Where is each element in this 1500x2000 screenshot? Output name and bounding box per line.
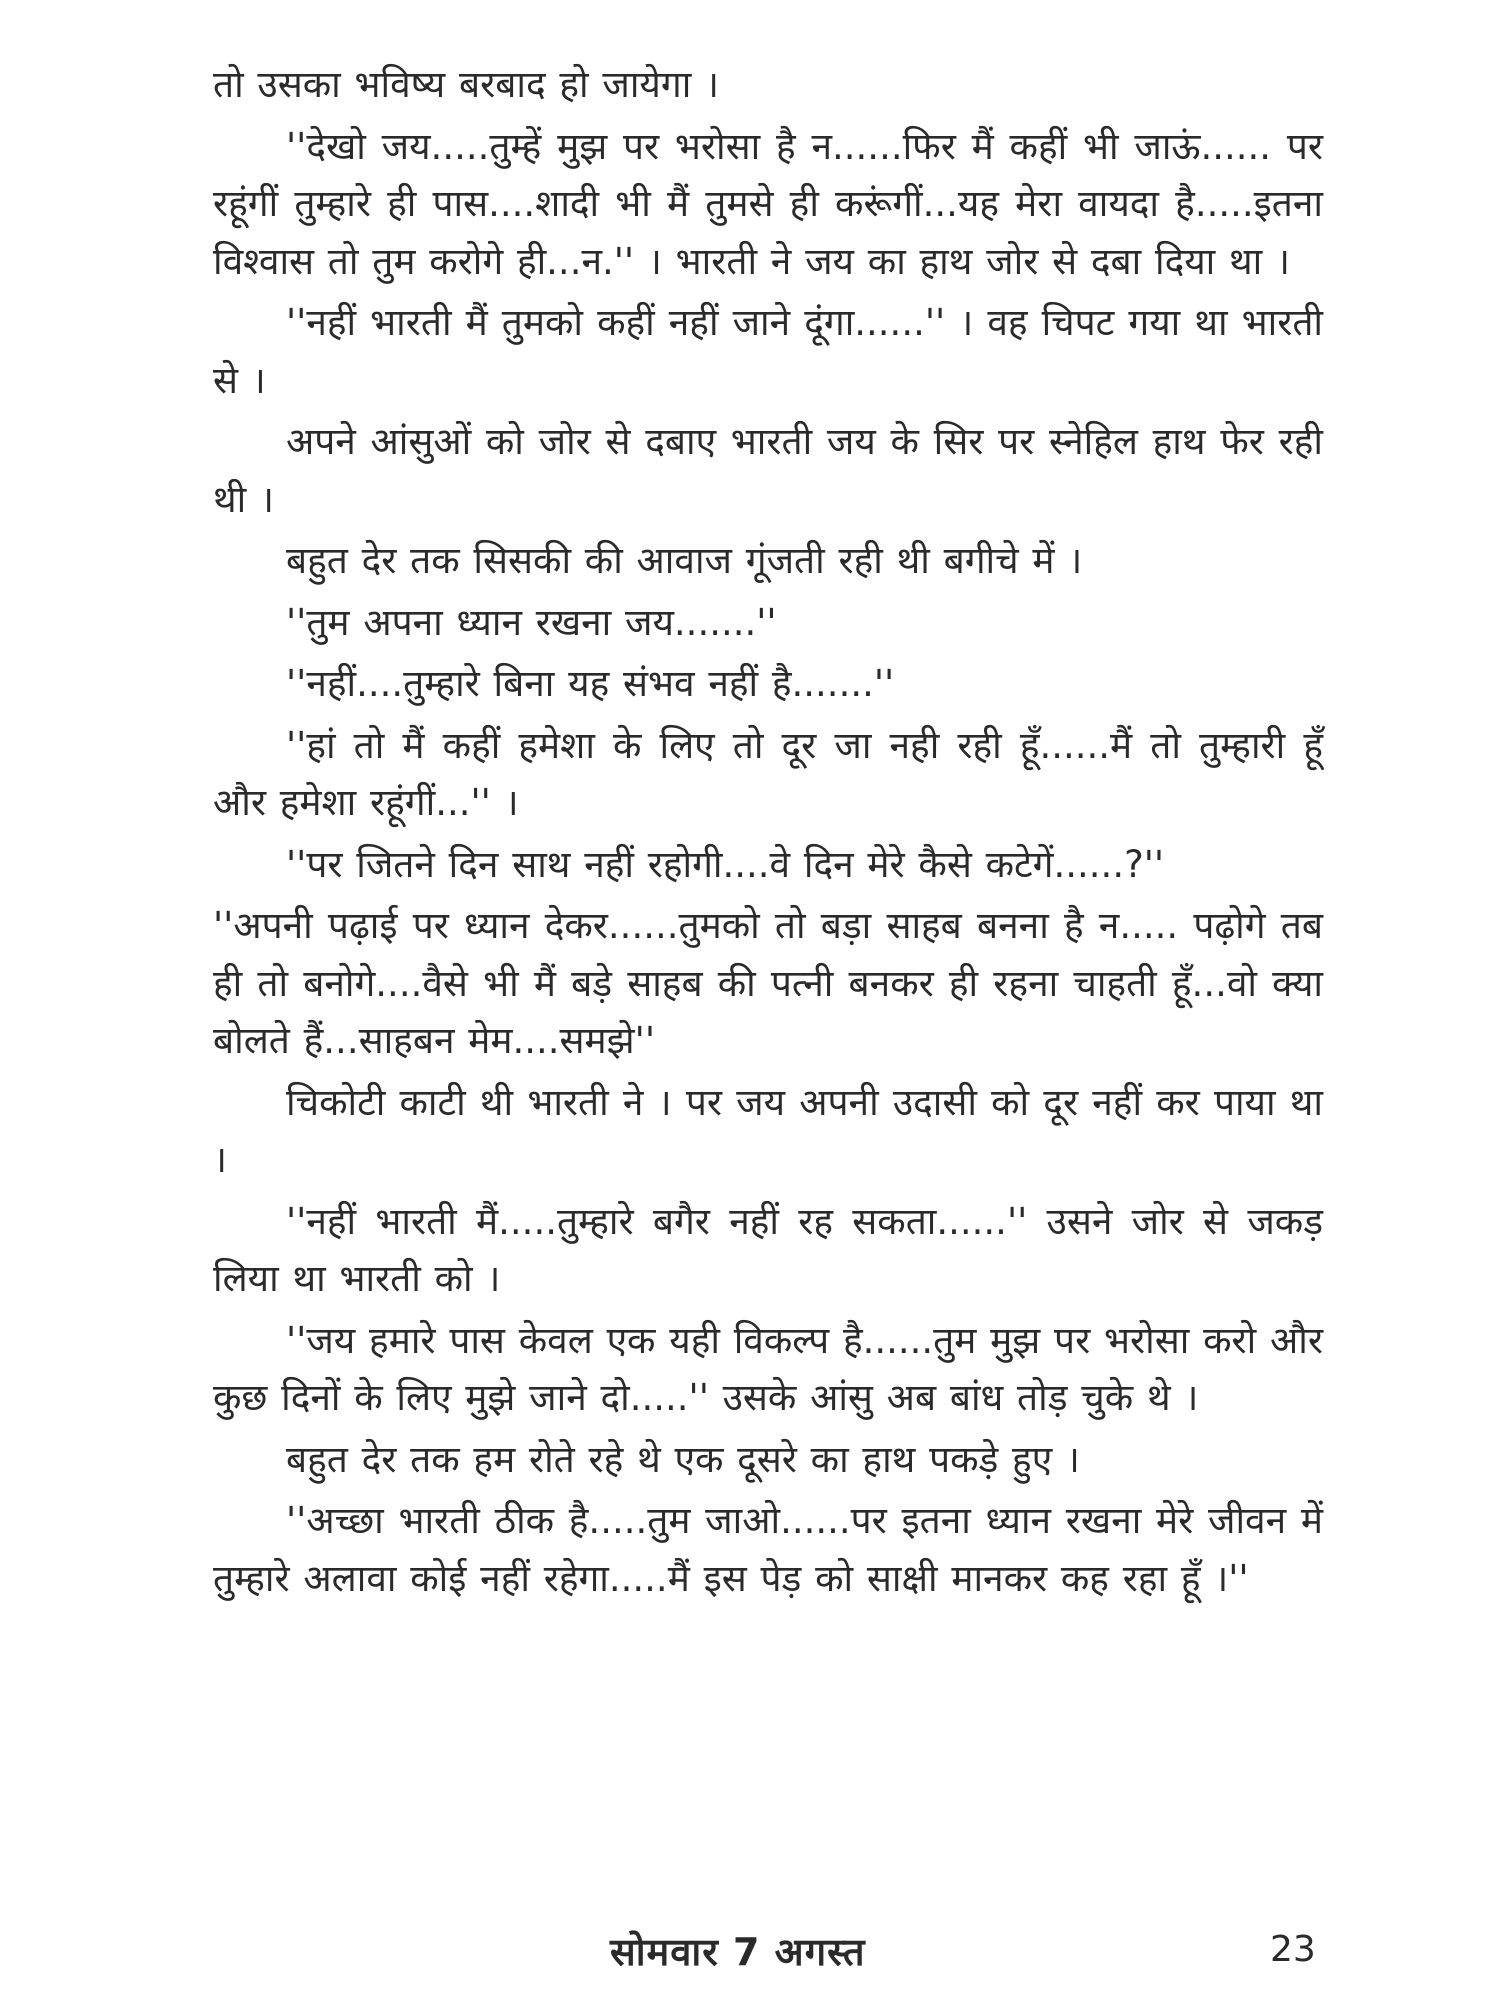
paragraph-14: बहुत देर तक हम रोते रहे थे एक दूसरे का हाथ पकड़े हुए । <box>286 1437 1080 1481</box>
paragraph-3: ''नहीं भारती मैं तुमको कहीं नहीं जाने दूंगा......'' । वह चिपट गया था भारती से । <box>213 301 1323 402</box>
paragraph-11: चिकोटी काटी थी भारती ने । पर जय अपनी उदासी को दूर नहीं कर पाया था । <box>213 1080 1323 1181</box>
paragraph-4: अपने आंसुओं को जोर से दबाए भारती जय के सिर पर स्नेहिल हाथ फेर रही थी । <box>213 420 1323 521</box>
page-footer <box>0 1925 1500 1985</box>
paragraph-8: ''हां तो मैं कहीं हमेशा के लिए तो दूर जा नही रही हूँ......मैं तो तुम्हारी हूँ और हमेशा रहूंगीं...'' । <box>213 723 1323 824</box>
paragraph-6: ''तुम अपना ध्यान रखना जय.......'' <box>286 600 777 644</box>
page-number: 23 <box>1270 1929 1316 1970</box>
paragraph-9: ''पर जितने दिन साथ नहीं रहोगी....वे दिन मेरे कैसे कटेगें......?'' <box>286 842 1165 886</box>
footer-title: सोमवार 7 अगस्त <box>610 1930 866 1974</box>
paragraph-1: तो उसका भविष्य बरबाद हो जायेगा । <box>213 63 720 106</box>
paragraph-12: ''नहीं भारती मैं.....तुम्हारे बगैर नहीं रह सकता......'' उसने जोर से जकड़ लिया था भारती को । <box>213 1199 1323 1300</box>
paragraph-13: ''जय हमारे पास केवल एक यही विकल्प है......तुम मुझ पर भरोसा करो और कुछ दिनों के लिए मुझे जाने दो.....'' उसके आंसु अब बांध तोड़ चुके थे । <box>213 1318 1323 1419</box>
story-text <box>213 56 1323 1611</box>
paragraph-7: ''नहीं....तुम्हारे बिना यह संभव नहीं है.......'' <box>286 662 895 705</box>
paragraph-10: ''अपनी पढ़ाई पर ध्यान देकर......तुमको तो बड़ा साहब बनना है न..... पढ़ोगे तब ही तो बनोगे....वैसे भी मैं बड़े साहब की पत्नी बनकर ही रहना चाहती हूँ...वो क्या बोलते हैं...साहबन मेम....समझे'' <box>213 904 1323 1062</box>
paragraph-15: ''अच्छा भारती ठीक है.....तुम जाओ......पर इतना ध्यान रखना मेरे जीवन में तुम्हारे अलावा कोई नहीं रहेगा.....मैं इस पेड़ को साक्षी मानकर कह रहा हूँ ।'' <box>213 1499 1323 1600</box>
paragraph-5: बहुत देर तक सिसकी की आवाज गूंजती रही थी बगीचे में । <box>286 539 1083 582</box>
paragraph-2: ''देखो जय.....तुम्हें मुझ पर भरोसा है न......फिर मैं कहीं भी जाऊं...... पर रहूंगीं तुम्हारे ही पास....शादी भी मैं तुमसे ही करूंगीं...यह मेरा वायदा है.....इतना विश्वास तो तुम करोगे ही...न.'' । भारती ने जय का हाथ जोर से दबा दिया था । <box>213 124 1323 283</box>
